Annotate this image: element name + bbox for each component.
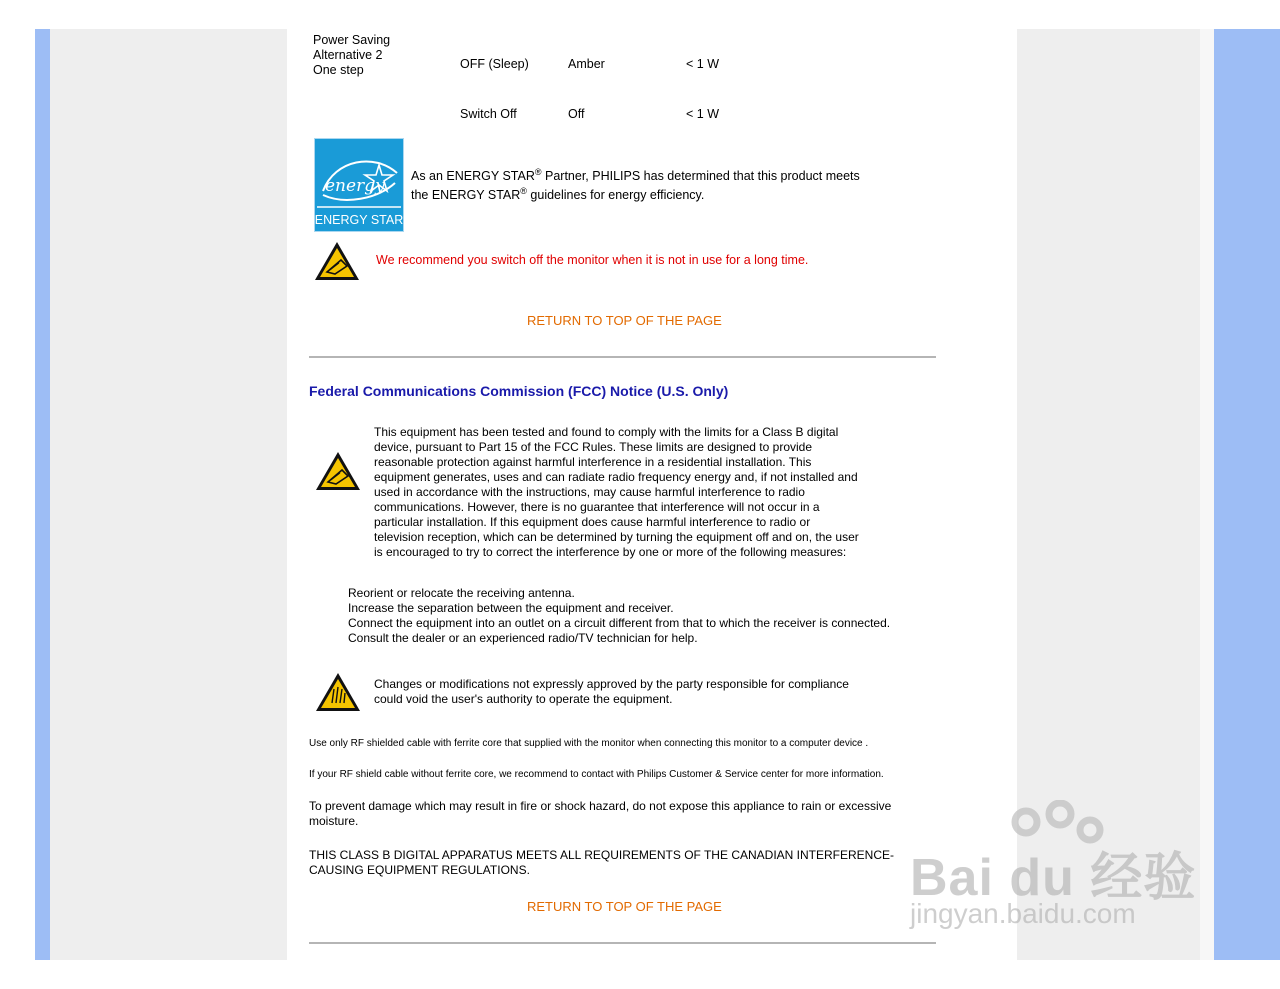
energy-text-part: Partner, PHILIPS has determined that this product meets [541, 169, 860, 183]
fcc-paragraph-line: communications. However, there is no guarantee that interference will not occur in a [374, 500, 820, 514]
fcc-paragraph-line: device, pursuant to Part 15 of the FCC Rules. These limits are designed to provide [374, 440, 813, 454]
fcc-paragraph [374, 425, 859, 560]
class-b-line: THIS CLASS B DIGITAL APPARATUS MEETS ALL REQUIREMENTS OF THE CANADIAN INTERFERENCE- [309, 848, 894, 862]
fcc-measure-item: Increase the separation between the equipment and receiver. [348, 601, 674, 615]
section-divider [309, 942, 936, 944]
right-accent-bar [1214, 29, 1280, 960]
baidu-watermark [905, 800, 1205, 940]
row1-led: Amber [568, 57, 605, 71]
fcc-paragraph-line: reasonable protection against harmful interference in a residential installation. This [374, 455, 812, 469]
power-mode-line: Power Saving [313, 33, 391, 47]
class-b-statement [309, 848, 894, 878]
class-b-line: CAUSING EQUIPMENT REGULATIONS. [309, 863, 530, 877]
left-gutter [50, 29, 287, 960]
return-to-top-link[interactable]: RETURN TO TOP OF THE PAGE [527, 899, 722, 914]
energy-star-logo [314, 138, 404, 232]
fcc-measure-item: Consult the dealer or an experienced radio/TV technician for help. [348, 631, 698, 645]
energy-star-icon [315, 139, 403, 231]
warning-hand-icon [313, 240, 361, 287]
warning-hand-icon [314, 671, 362, 718]
fcc-measure-item: Reorient or relocate the receiving antenna. [348, 586, 575, 600]
power-mode-line: One step [313, 63, 364, 77]
fcc-paragraph-line: used in accordance with the instructions, may cause harmful interference to radio [374, 485, 805, 499]
fcc-paragraph-line: particular installation. If this equipment does cause harmful interference to radio or [374, 515, 811, 529]
energy-logo-label: ENERGY STAR [315, 213, 403, 227]
watermark-brand: Bai du 经验 [910, 849, 1197, 907]
watermark-url: jingyan.baidu.com [910, 898, 1136, 929]
row1-power: < 1 W [686, 57, 719, 71]
damage-line: moisture. [309, 814, 359, 828]
changes-line: could void the user's authority to operate the equipment. [374, 692, 673, 706]
warning-hand-icon [314, 450, 362, 497]
row2-power: < 1 W [686, 107, 719, 121]
power-mode-label [313, 33, 390, 78]
fcc-measure-item: Connect the equipment into an outlet on a circuit different from that to which the receiver is connected. [348, 616, 891, 630]
rf-note-1: Use only RF shielded cable with ferrite core that supplied with the monitor when connecting this monitor to a computer device . [309, 738, 869, 749]
changes-warning-text [374, 677, 849, 707]
rf-note-2: If your RF shield cable without ferrite core, we recommend to contact with Philips Customer & Service center for more information. [309, 769, 884, 780]
fcc-heading: Federal Communications Commission (FCC) Notice (U.S. Only) [309, 383, 729, 399]
energy-star-text [411, 167, 860, 205]
changes-line: Changes or modifications not expressly approved by the party responsible for compliance [374, 677, 849, 691]
row2-state: Switch Off [460, 107, 517, 121]
fcc-paragraph-line: television reception, which can be determined by turning the equipment off and on, the user [374, 530, 859, 544]
return-to-top-link[interactable]: RETURN TO TOP OF THE PAGE [527, 313, 722, 328]
fcc-paragraph-line: equipment generates, uses and can radiate radio frequency energy and, if not installed and [374, 470, 858, 484]
power-mode-line: Alternative 2 [313, 48, 383, 62]
damage-warning-text [309, 799, 891, 829]
damage-line: To prevent damage which may result in fire or shock hazard, do not expose this appliance to rain or excessive [309, 799, 892, 813]
registered-mark: ® [520, 185, 527, 196]
energy-text-part: guidelines for energy efficiency. [526, 188, 705, 202]
fcc-paragraph-line: is encouraged to try to correct the interference by one or more of the following measures: [374, 545, 847, 559]
recommend-text: We recommend you switch off the monitor when it is not in use for a long time. [376, 253, 809, 267]
energy-text-part: As an ENERGY STAR [411, 169, 535, 183]
row1-state: OFF (Sleep) [460, 57, 529, 71]
section-divider [309, 356, 936, 358]
fcc-measures-list [348, 586, 890, 646]
registered-mark: ® [534, 166, 542, 177]
energy-logo-script: energy [325, 176, 385, 196]
row2-led: Off [568, 107, 585, 121]
left-accent-bar [35, 29, 50, 960]
fcc-paragraph-line: This equipment has been tested and found to comply with the limits for a Class B digital [374, 425, 839, 439]
energy-text-part: the ENERGY STAR [411, 188, 521, 202]
